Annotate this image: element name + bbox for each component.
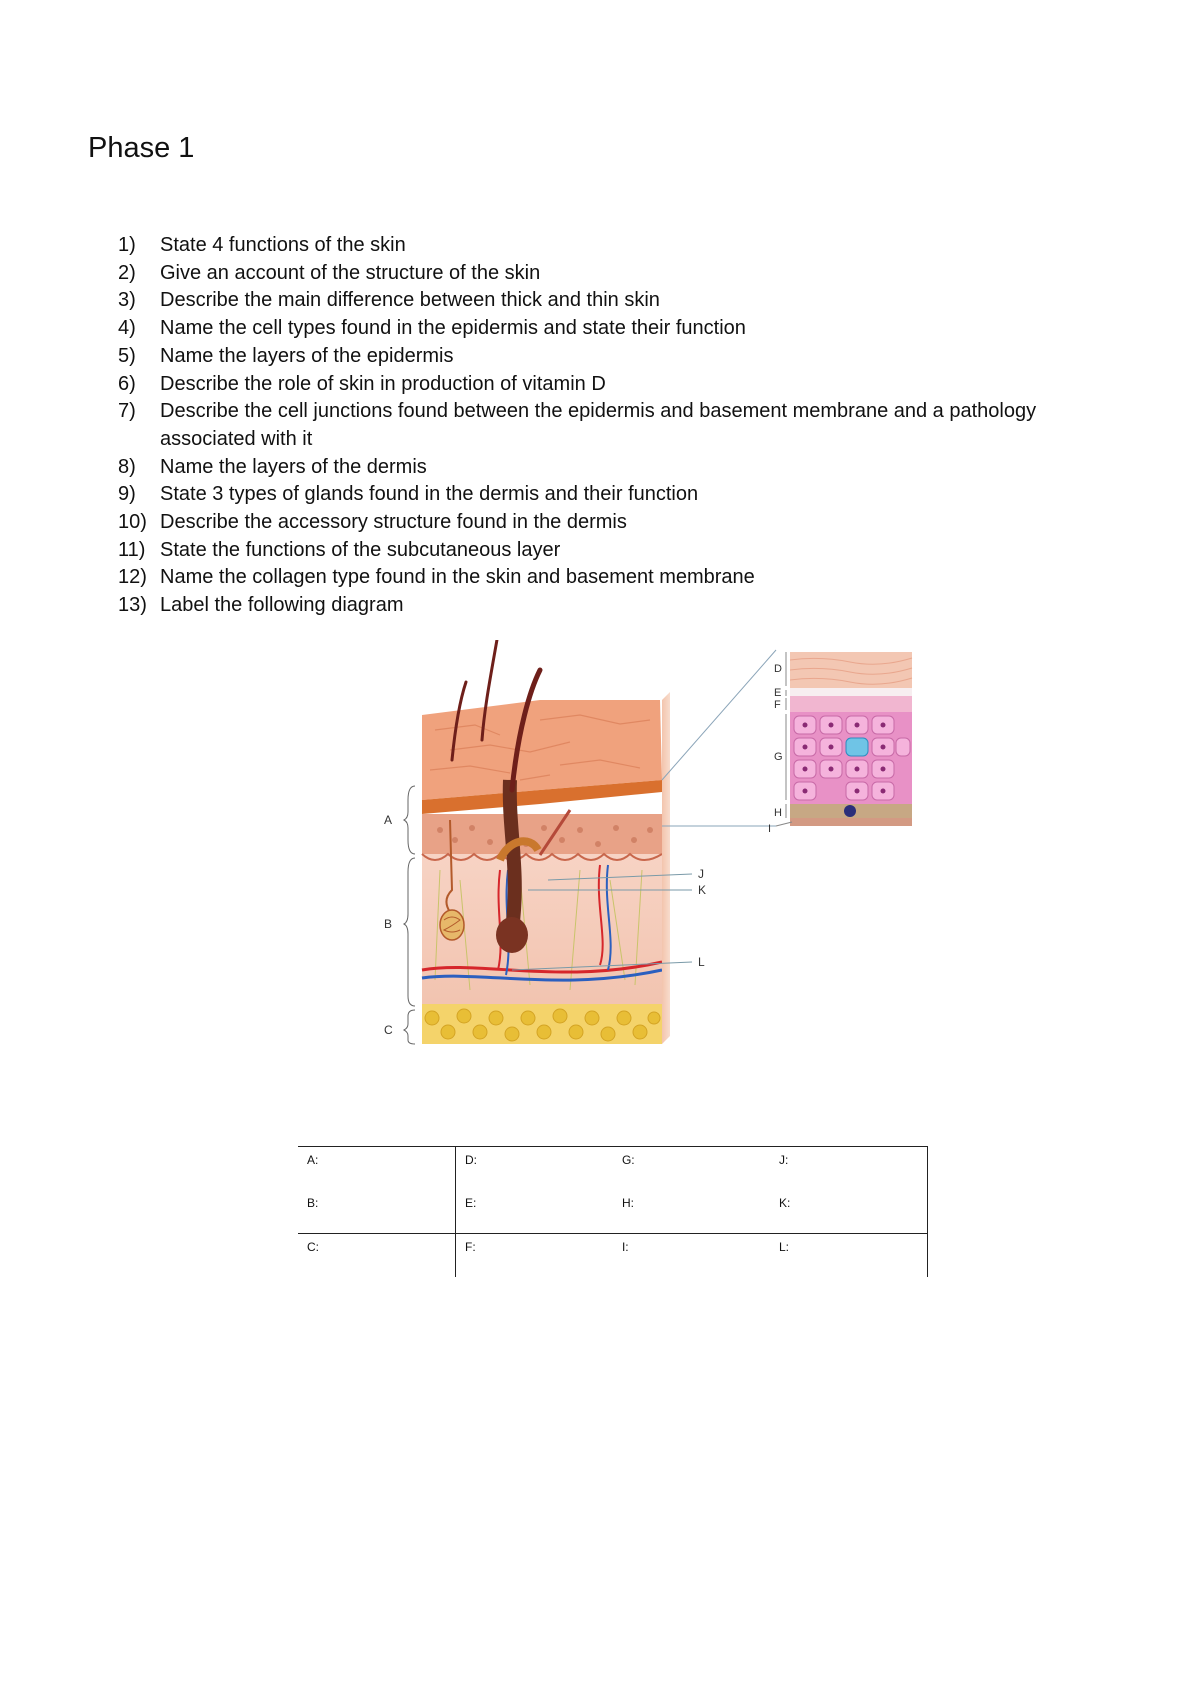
- melanocyte: [844, 805, 856, 817]
- question-item: [118, 260, 1078, 288]
- label-b: B: [384, 917, 393, 931]
- answer-cell-c[interactable]: C:: [298, 1234, 455, 1278]
- answer-cell-g[interactable]: G:: [613, 1147, 770, 1191]
- question-text: Give an account of the structure of the skin: [160, 261, 541, 284]
- table-row: [298, 1234, 928, 1278]
- question-item: [118, 537, 1078, 565]
- question-number: 11): [118, 538, 146, 561]
- label-k: K: [698, 883, 707, 897]
- question-text: Label the following diagram: [160, 594, 404, 617]
- label-e: E: [774, 687, 782, 699]
- langerhans-cell: [846, 738, 868, 756]
- page-title: Phase 1: [88, 132, 195, 164]
- question-text: State the functions of the subcutaneous layer: [160, 538, 561, 561]
- answer-cell-l[interactable]: L:: [770, 1234, 928, 1278]
- question-item: [118, 454, 1078, 482]
- question-item: [118, 398, 1078, 453]
- answer-cell-h[interactable]: H:: [621, 1196, 634, 1210]
- question-number: 10): [118, 511, 147, 534]
- label-f: F: [774, 699, 781, 711]
- question-item: [118, 481, 1078, 509]
- question-item: [118, 592, 1078, 620]
- label-l: L: [698, 955, 705, 969]
- question-text: Describe the cell junctions found between the epidermis and basement membrane and a pathology associated with it: [160, 400, 1037, 450]
- table-row: [298, 1190, 928, 1234]
- label-h: H: [774, 807, 782, 819]
- question-number: 12): [118, 566, 147, 589]
- question-number: 2): [118, 261, 136, 284]
- epidermis-inset: [790, 652, 912, 826]
- table-row: [298, 1147, 928, 1191]
- inset-labels: [768, 663, 783, 835]
- question-number: 8): [118, 455, 136, 478]
- answer-cell-b[interactable]: B:: [307, 1196, 319, 1210]
- question-text: Name the layers of the epidermis: [160, 344, 454, 367]
- question-item: [118, 343, 1078, 371]
- question-text: Name the layers of the dermis: [160, 455, 427, 478]
- question-text: State 3 types of glands found in the dermis and their function: [160, 483, 699, 506]
- answer-cell-i[interactable]: I:: [613, 1234, 770, 1278]
- question-number: 9): [118, 483, 136, 506]
- epidermis-layer: [422, 814, 662, 854]
- question-number: 6): [118, 372, 136, 395]
- answer-cell-k[interactable]: K:: [770, 1190, 928, 1234]
- answer-cell-d[interactable]: D:: [455, 1147, 612, 1191]
- layer-brackets: [404, 786, 415, 1044]
- question-item: [118, 371, 1078, 399]
- skin-block: [422, 640, 670, 1044]
- question-list: [118, 232, 1078, 620]
- question-item: [118, 287, 1078, 315]
- inset-basement-membrane: [790, 818, 912, 826]
- question-number: 4): [118, 317, 136, 340]
- label-c: C: [384, 1023, 393, 1037]
- question-number: 3): [118, 289, 136, 312]
- answer-cell-e[interactable]: E:: [455, 1190, 612, 1234]
- question-text: Describe the accessory structure found in the dermis: [160, 511, 627, 534]
- label-d: D: [774, 663, 782, 675]
- question-text: State 4 functions of the skin: [160, 234, 406, 256]
- question-item: [118, 232, 1078, 260]
- zoom-lines: [662, 650, 776, 826]
- question-text: Describe the main difference between thick and thin skin: [160, 289, 660, 312]
- question-text: Name the cell types found in the epidermis and state their function: [160, 317, 746, 340]
- question-item: [118, 509, 1078, 537]
- inset-stratum-lucidum: [790, 688, 912, 696]
- skin-diagram: [380, 640, 940, 1080]
- label-i: I: [768, 823, 772, 835]
- answer-cell-j[interactable]: J:: [770, 1147, 928, 1191]
- question-item: [118, 315, 1078, 343]
- question-text: Describe the role of skin in production of vitamin D: [160, 372, 606, 395]
- question-number: 13): [118, 594, 147, 617]
- right-labels: [698, 867, 706, 969]
- inset-brackets: [776, 652, 792, 826]
- answer-cell-a[interactable]: A:: [298, 1147, 455, 1191]
- question-item: [118, 564, 1078, 592]
- answer-cell-f[interactable]: F:: [455, 1234, 612, 1278]
- label-g: G: [774, 751, 783, 763]
- question-number: 1): [118, 234, 136, 256]
- label-a: A: [384, 813, 393, 827]
- question-text: Name the collagen type found in the skin and basement membrane: [160, 566, 755, 589]
- question-number: 5): [118, 344, 136, 367]
- inset-stratum-granulosum: [790, 696, 912, 712]
- question-number: 7): [118, 400, 136, 423]
- left-labels: [384, 813, 393, 1037]
- skin-cross-section-figure: [380, 640, 940, 1080]
- answer-table: [298, 1146, 928, 1277]
- label-j: J: [698, 867, 704, 881]
